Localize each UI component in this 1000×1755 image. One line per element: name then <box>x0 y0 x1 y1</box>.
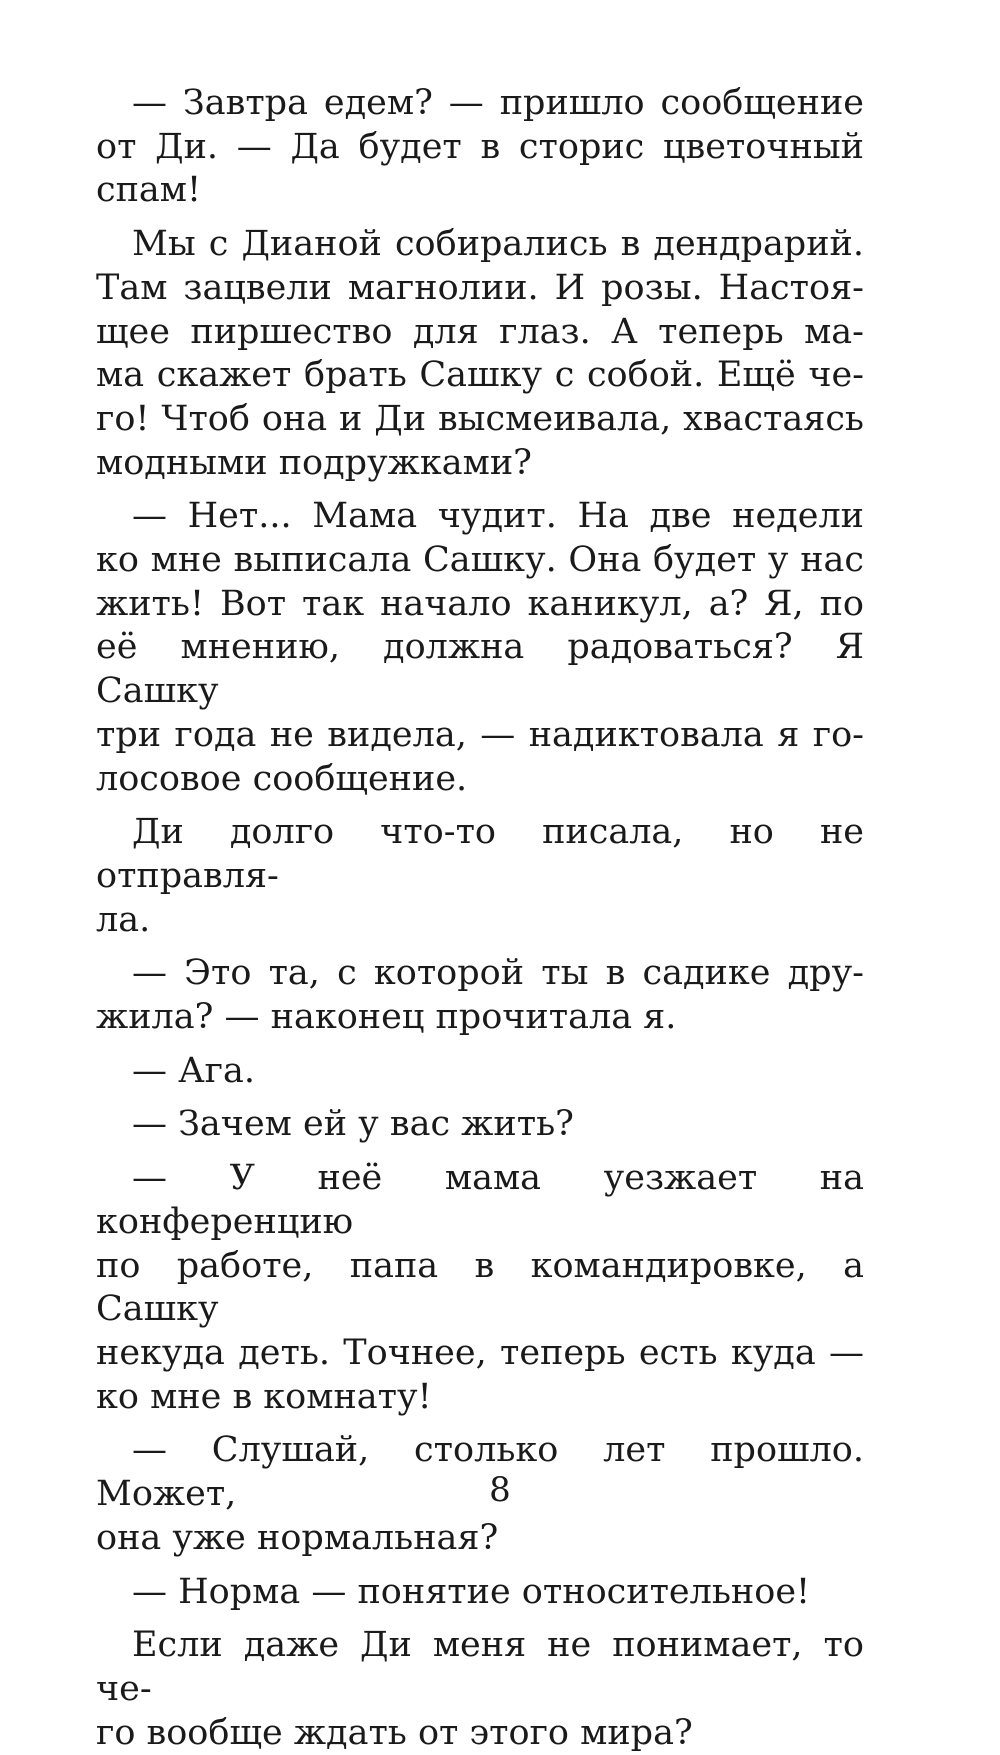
paragraph <box>96 1624 864 1755</box>
paragraph <box>96 1157 864 1419</box>
text-line: Ди долго что-то писала, но не отправля- <box>96 812 864 896</box>
text-line: лосовое сообщение. <box>96 758 468 799</box>
paragraph <box>96 223 864 485</box>
text-line: она уже нормальная? <box>96 1517 499 1558</box>
paragraph <box>96 495 864 801</box>
paragraph <box>96 1571 864 1615</box>
paragraph <box>96 1103 864 1147</box>
text-line: по работе, папа в командировке, а Сашку <box>96 1245 864 1330</box>
text-line: — Зачем ей у вас жить? <box>132 1104 574 1145</box>
text-line: — Ага. <box>132 1050 255 1091</box>
text-line: го! Чтоб она и Ди высмеивала, хвастаясь <box>96 398 864 439</box>
text-line: — Слушай, столько лет прошло. Может, <box>96 1430 864 1515</box>
text-line: ко мне выписала Сашку. Она будет у нас <box>96 540 864 581</box>
text-line: — Норма — понятие относительное! <box>132 1571 811 1612</box>
text-line: жить! Вот так начало каникул, а? Я, по <box>96 583 864 624</box>
text-line: ла. <box>96 899 151 940</box>
text-line: — Завтра едем? — пришло сообщение <box>132 83 864 123</box>
paragraph <box>96 1050 864 1094</box>
paragraph <box>96 952 864 1039</box>
text-line: ма скажет брать Сашку с собой. Ещё че- <box>96 355 864 396</box>
text-line: — Это та, с которой ты в садике дру- <box>132 953 864 994</box>
text-line: го вообще ждать от этого мира? <box>96 1712 693 1753</box>
text-line: Мы с Дианой собирались в дендрарий. <box>132 224 864 265</box>
paragraph <box>96 811 864 942</box>
text-line: некуда деть. Точнее, теперь есть куда — <box>96 1332 864 1373</box>
text-line: жила? — наконец прочитала я. <box>96 997 677 1038</box>
text-line: её мнению, должна радоваться? Я Сашку <box>96 627 864 712</box>
text-line: — Нет... Мама чудит. На две недели <box>132 496 864 537</box>
text-line: спам! <box>96 170 202 211</box>
paragraph <box>96 82 864 213</box>
text-line: ко мне в комнату! <box>96 1376 432 1417</box>
text-line: от Ди. — Да будет в сторис цветочный <box>96 126 864 167</box>
text-line: — У неё мама уезжает на конференцию <box>96 1158 864 1242</box>
page-number: 8 <box>489 1470 511 1510</box>
text-line: щее пиршество для глаз. А теперь ма- <box>96 311 864 352</box>
text-line: модными подружками? <box>96 442 532 483</box>
text-line: Если даже Ди меня не понимает, то че- <box>96 1625 864 1709</box>
text-line: Там зацвели магнолии. И розы. Настоя- <box>96 267 864 308</box>
text-line: три года не видела, — надиктовала я го- <box>96 714 864 755</box>
